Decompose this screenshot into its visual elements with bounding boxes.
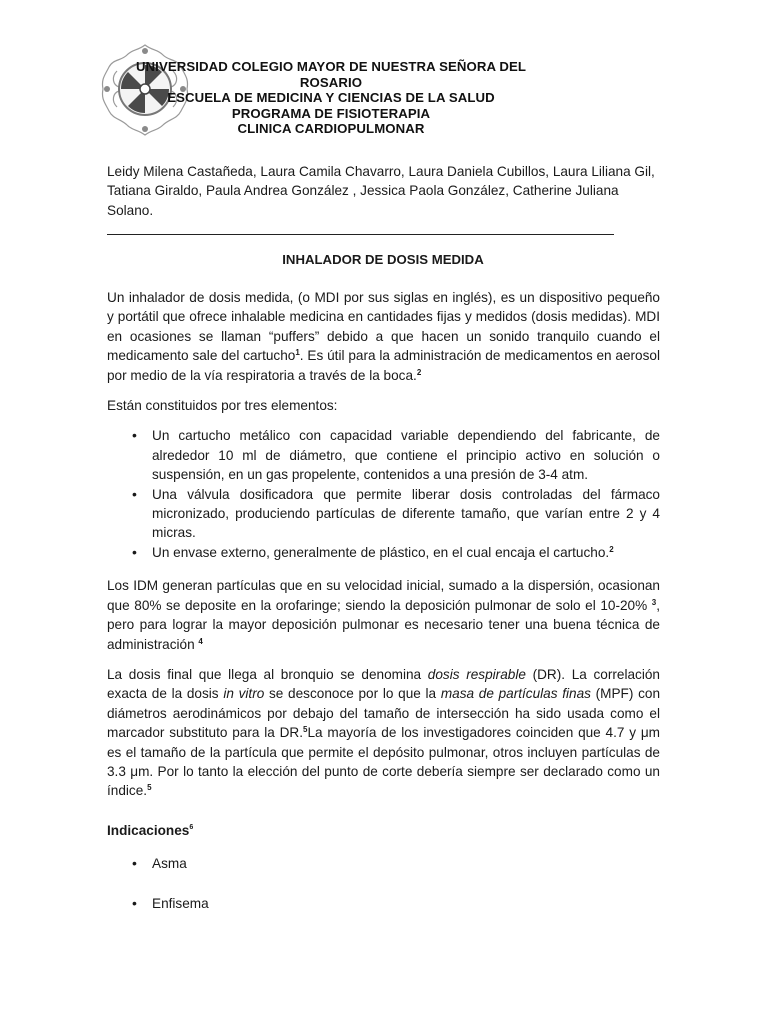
heading-text: Indicaciones [107, 822, 190, 838]
header-line-rosario: ROSARIO [299, 74, 363, 90]
footnote-ref: 5 [147, 783, 152, 793]
document-title: INHALADOR DE DOSIS MEDIDA [282, 252, 484, 267]
list-item: • Asma [152, 854, 660, 873]
list-item [152, 426, 660, 484]
italic-term: masa de partículas finas [440, 686, 591, 702]
text-span: (MPF) con diámetros aerodinámicos por debajo del tamaño de intersección ha sido usada como el marcador substituto para la DR. [107, 686, 661, 741]
list-item-text: Una válvula dosificadora que permite liberar dosis controladas del fármaco micronizado, produciendo partículas de diferente tamaño, que varían entre 2 y 4 micras. [152, 486, 660, 541]
footnote-ref: 5 [303, 725, 308, 735]
horizontal-rule [107, 234, 614, 235]
footnote-ref: 2 [609, 544, 614, 554]
text-span: Un inhalador de dosis medida, (o MDI por sus siglas en inglés), es un dispositivo pequeño y portátil que ofrece inhalable medicina en cantidades fijas y medidos (dosis medidas). MDI en ocasiones se llaman “puffers” debido a que hacen un sonido tranquilo cuando el medicamento sale del cartucho [107, 290, 660, 364]
header-line-university: UNIVERSIDAD COLEGIO MAYOR DE NUESTRA SEÑORA DEL [135, 59, 527, 74]
text-span: La dosis final que llega al bronquio se denomina [107, 666, 428, 682]
list-item [152, 543, 660, 562]
header-line-program: PROGRAMA DE FISIOTERAPIA [231, 105, 431, 121]
text-span: (DR). La correlación exacta de la dosis [107, 666, 660, 702]
footnote-ref: 6 [189, 823, 194, 831]
footnote-ref: 1 [295, 348, 300, 358]
paragraph-elements-intro: Están constituidos por tres elementos: [107, 398, 338, 414]
document-body [107, 288, 660, 933]
paragraph-particles [107, 576, 660, 654]
paragraph-intro [107, 288, 660, 385]
list-item-text: Un cartucho metálico con capacidad variable dependiendo del fabricante, de alrededor 10 ml de diámetro, que contiene el principio activo en solución o suspensión, en un gas propelente, contenidos a una presión de 3-4 atm. [152, 428, 660, 483]
institution-header [110, 59, 552, 137]
text-span: . Es útil para la administración de medicamentos en aerosol por medio de la vía respiratoria a través de la boca. [107, 348, 660, 383]
italic-term: in vitro [223, 686, 265, 702]
list-item: • Enfisema [152, 894, 660, 913]
text-span: se desconoce por lo que la [264, 686, 441, 702]
footnote-ref: 4 [198, 636, 203, 646]
list-item [152, 485, 660, 543]
footnote-ref: 3 [651, 597, 657, 607]
text-span: La mayoría de los investigadores coinciden que 4.7 y μm es el tamaño de la partícula que permite el depósito pulmonar, otros incluyen partículas de 3.3 μm. Por lo tanto la elección del punto de corte debería siempre ser declarado como un índice. [107, 725, 660, 799]
footnote-ref: 2 [416, 367, 422, 377]
elements-list [107, 426, 660, 562]
indications-list [107, 854, 660, 913]
paragraph-dose [107, 665, 660, 801]
authors-list: Leidy Milena Castañeda, Laura Camila Chavarro, Laura Daniela Cubillos, Laura Liliana Gil, Tatiana Giraldo, Paula Andrea González , Jessica Paola González, Catherine Juliana Solano. [107, 164, 655, 218]
italic-term: dosis respirable [427, 666, 526, 682]
section-heading-indicaciones [107, 821, 660, 840]
text-span: Los IDM generan partículas que en su velocidad inicial, sumado a la dispersión, ocasionan que 80% se deposite en la orofaringe; siendo la deposición pulmonar de solo el 10-20% [107, 578, 660, 613]
header-line-clinic: CLINICA CARDIOPULMONAR [237, 121, 425, 137]
header-line-school: ESCUELA DE MEDICINA Y CIENCIAS DE LA SALUD [167, 90, 495, 106]
list-item-text: Un envase externo, generalmente de plástico, en el cual encaja el cartucho. [152, 544, 610, 560]
text-span: , pero para lograr la mayor deposición pulmonar es necesario tener una buena técnica de administración [107, 597, 660, 652]
